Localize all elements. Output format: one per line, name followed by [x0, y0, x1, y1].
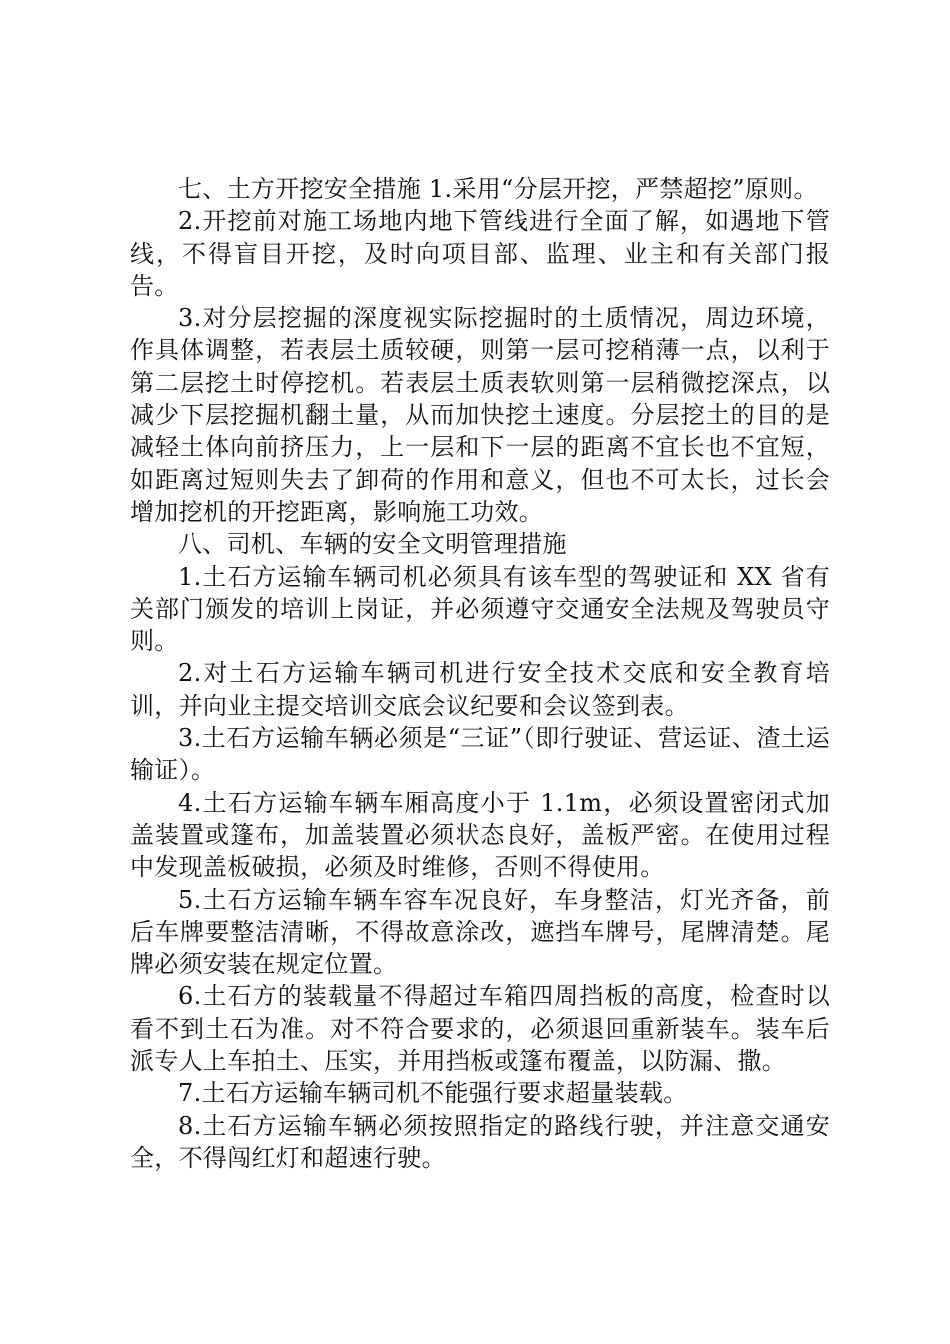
paragraph-section-8-item-1: 1.土石方运输车辆司机必须具有该车型的驾驶证和 XX 省有关部门颁发的培训上岗证，并必须遵守交通安全法规及驾驶员守则。	[130, 562, 830, 656]
paragraph-section-7-item-1: 七、土方开挖安全措施 1.采用“分层开挖，严禁超挖”原则。	[178, 175, 818, 203]
paragraph-section-8-item-7: 7.土石方运输车辆司机不能强行要求超量装载。	[178, 1079, 688, 1108]
section-8-heading: 八、司机、车辆的安全文明管理措施	[178, 530, 567, 559]
paragraph-section-8-item-4: 4.土石方运输车辆车厢高度小于 1.1m，必须设置密闭式加盖装置或篷布，加盖装置必须状态良好，盖板严密。在使用过程中发现盖板破损，必须及时维修，否则不得使用。	[130, 788, 830, 882]
paragraph-section-8-item-2: 2.对土石方运输车辆司机进行安全技术交底和安全教育培训，并向业主提交培训交底会议纪要和会议签到表。	[130, 659, 830, 720]
paragraph-section-7-item-3: 3.对分层挖掘的深度视实际挖掘时的土质情况，周边环境，作具体调整，若表层土质较硬，则第一层可挖稍薄一点，以利于第二层挖土时停挖机。若表层土质表软则第一层稍微挖深点，以减少下层挖掘机翻土量，从而加快挖土速度。分层挖土的目的是减轻土体向前挤压力，上一层和下一层的距离不宜长也不宜短，如距离过短则失去了卸荷的作用和意义，但也不可太长，过长会增加挖机的开挖距离，影响施工功效。	[130, 304, 830, 526]
paragraph-section-8-item-6: 6.土石方的装载量不得超过车箱四周挡板的高度，检查时以看不到土石为准。对不符合要求的，必须退回重新装车。装车后派专人上车拍土、压实，并用挡板或篷布覆盖，以防漏、撒。	[130, 982, 830, 1076]
paragraph-section-8-item-8: 8.土石方运输车辆必须按照指定的路线行驶，并注意交通安全，不得闯红灯和超速行驶。	[130, 1111, 830, 1172]
paragraph-section-7-item-2: 2.开挖前对施工场地内地下管线进行全面了解，如遇地下管线，不得盲目开挖，及时向项目部、监理、业主和有关部门报告。	[130, 207, 830, 300]
paragraph-section-8-item-5: 5.土石方运输车辆车容车况良好，车身整洁，灯光齐备，前后车牌要整洁清晰，不得故意涂改，遮挡车牌号，尾牌清楚。尾牌必须安装在规定位置。	[130, 885, 830, 979]
document-body	[130, 173, 830, 1174]
paragraph-section-8-item-3: 3.土石方运输车辆必须是“三证”（即行驶证、营运证、渣土运输证）。	[130, 724, 830, 785]
